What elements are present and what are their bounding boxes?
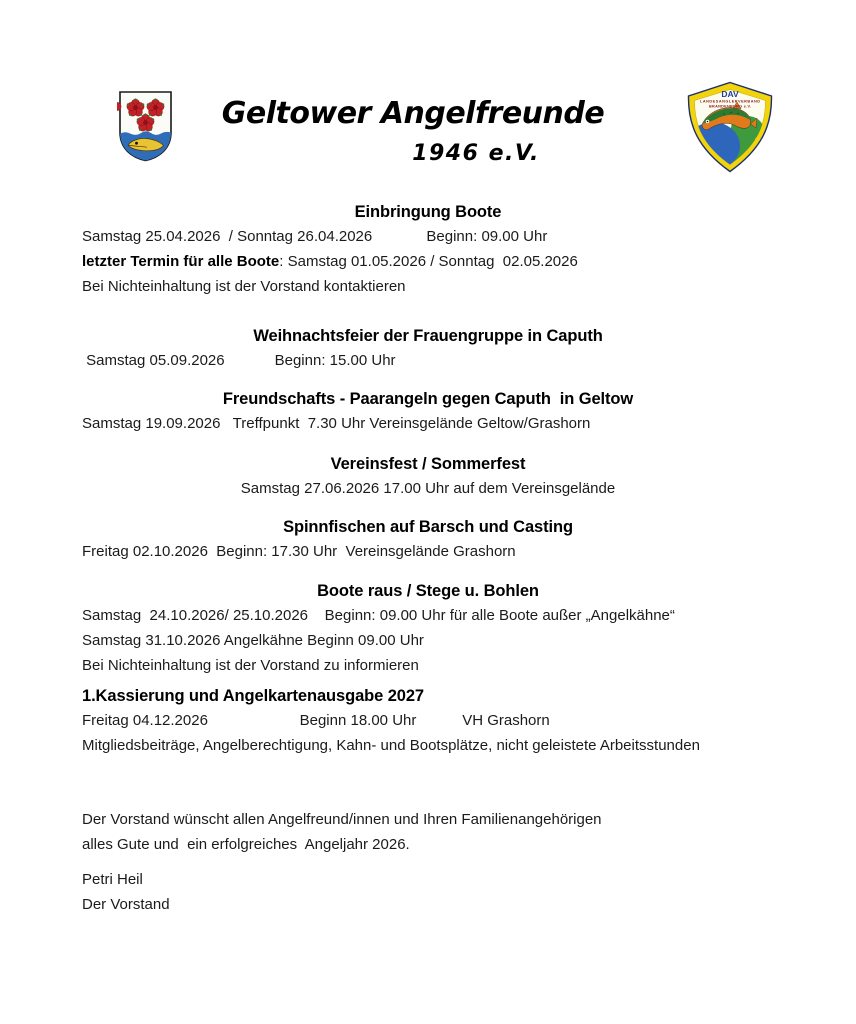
event-line: Bei Nichteinhaltung ist der Vorstand zu informieren [82, 657, 419, 674]
section-kassierung [82, 684, 774, 758]
event-line: Samstag 27.06.2026 17.00 Uhr auf dem Vereinsgelände [240, 480, 616, 497]
page-subtitle: 1946 e.V. [412, 141, 540, 166]
event-line: Samstag 31.10.2026 Angelkähne Beginn 09.00 Uhr [82, 632, 424, 649]
closing-line: alles Gute und ein erfolgreiches Angeljahr 2026. [82, 836, 410, 853]
section-heading: 1.Kassierung und Angelkartenausgabe 2027 [82, 687, 425, 705]
section-einbringung-boote [82, 200, 774, 299]
section-heading: Boote raus / Stege u. Bohlen [317, 582, 539, 600]
section-weihnachtsfeier [82, 324, 774, 373]
event-line: Mitgliedsbeiträge, Angelberechtigung, Kahn- und Bootsplätze, nicht geleistete Arbeitsstunden [82, 737, 700, 754]
section-heading: Einbringung Boote [354, 203, 502, 221]
page-title: Geltower Angelfreunde [221, 96, 605, 131]
section-heading: Vereinsfest / Sommerfest [330, 455, 526, 473]
section-boote-raus [82, 579, 774, 678]
section-heading: Freundschafts - Paarangeln gegen Caputh in Geltow [222, 390, 634, 408]
dav-brandenburg-logo-icon [684, 80, 776, 174]
section-spinnfischen [82, 515, 774, 564]
dav-logo-title: DAV [721, 89, 739, 99]
closing-message [82, 807, 774, 857]
dav-logo-line2: BRANDENBURG e.V. [709, 104, 751, 109]
event-line: Samstag 24.10.2026/ 25.10.2026 Beginn: 09.00 Uhr für alle Boote außer „Angelkähne“ [82, 607, 675, 624]
section-heading: Weihnachtsfeier der Frauengruppe in Caputh [253, 327, 603, 345]
event-line: Bei Nichteinhaltung ist der Vorstand kontaktieren [82, 278, 406, 295]
event-line: Samstag 05.09.2026 Beginn: 15.00 Uhr [82, 352, 396, 369]
closing-line: Der Vorstand wünscht allen Angelfreund/innen und Ihren Familienangehörigen [82, 811, 602, 828]
event-line: Freitag 02.10.2026 Beginn: 17.30 Uhr Vereinsgelände Grashorn [82, 543, 516, 560]
section-heading: Spinnfischen auf Barsch und Casting [283, 518, 573, 536]
section-paarangeln [82, 387, 774, 436]
event-line: letzter Termin für alle Boote: Samstag 01.05.2026 / Sonntag 02.05.2026 [82, 253, 578, 270]
salute-line: Petri Heil [82, 871, 143, 888]
event-line: Samstag 19.09.2026 Treffpunkt 7.30 Uhr Vereinsgelände Geltow/Grashorn [82, 415, 591, 432]
dav-logo-line1: LANDESANGLERVERBAND [700, 99, 760, 104]
section-vereinsfest [82, 452, 774, 501]
signature-block [82, 867, 774, 917]
event-line: Samstag 25.04.2026 / Sonntag 26.04.2026 Beginn: 09.00 Uhr [82, 228, 548, 245]
event-line: Freitag 04.12.2026 Beginn 18.00 Uhr VH Grashorn [82, 712, 550, 729]
signature-line: Der Vorstand [82, 896, 170, 913]
